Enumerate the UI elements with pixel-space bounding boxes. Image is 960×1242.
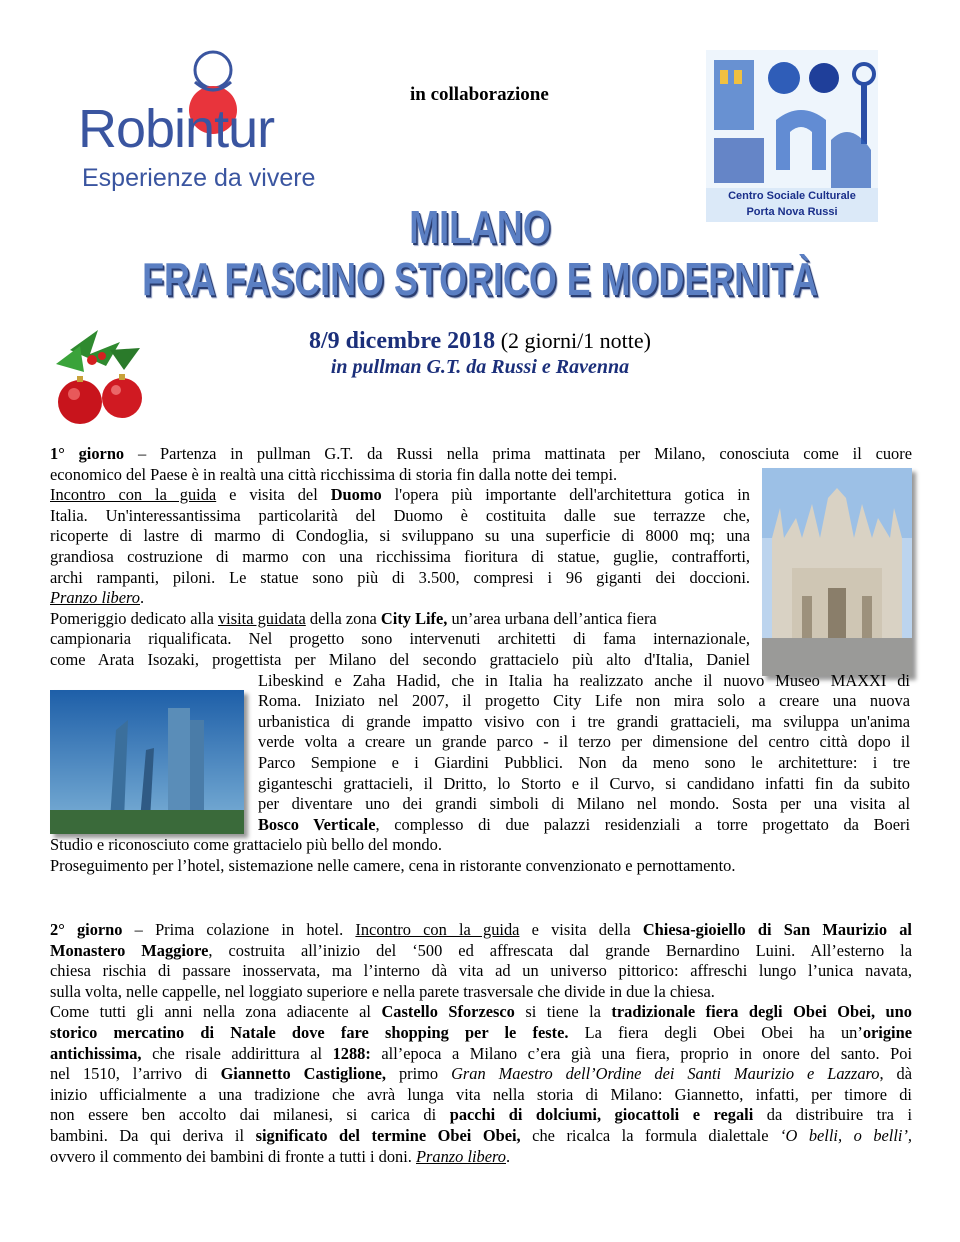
castiglione-label: Giannetto Castiglione, xyxy=(220,1064,387,1084)
day2-text: primo xyxy=(386,1064,452,1084)
day1-label: 1° giorno xyxy=(50,444,125,463)
gifts-label: pacchi di dolciumi, giocattoli e regali xyxy=(449,1105,754,1125)
day1-text: , complesso di due palazzi residenziali a torre progettato da Boeri xyxy=(375,814,910,834)
ancient-label: antichissima, xyxy=(50,1043,142,1063)
day1-line: verde volta a creare un grande parco - il terzo per dimensione del centro città dopo il xyxy=(258,732,910,752)
day2-text: bambini. Da qui deriva il xyxy=(50,1125,256,1145)
day2-line xyxy=(50,920,912,941)
day2-text: , dà xyxy=(879,1064,912,1084)
day1-text: – Partenza in pullman G.T. da Russi nella prima mattinata per Milano, conosciuta come il cuore xyxy=(124,444,912,463)
day1-line: Pranzo libero. xyxy=(50,588,145,608)
day1-section xyxy=(50,444,912,876)
day2-line xyxy=(50,1023,912,1044)
day1-line xyxy=(258,815,910,836)
day1-line: come Arata Isozaki, progettista per Milano del secondo grattacielo più alto d'Italia, Daniel xyxy=(50,649,750,669)
day1-line xyxy=(50,485,750,506)
title-city: MILANO xyxy=(409,201,551,253)
day2-section xyxy=(50,920,912,1167)
day2-text: e visita della xyxy=(519,920,643,939)
year-label: 1288: xyxy=(332,1043,371,1063)
trip-date: 8/9 dicembre 2018 xyxy=(308,328,496,354)
duomo-label: Duomo xyxy=(330,485,382,505)
day2-line: inizio ufficialmente a una tradizione che avrà lunga vita nella storia di Milano: Giannetto, infatti, per timore di xyxy=(50,1084,912,1104)
day1-line: grandiosa costruzione di marmo con una ricchissima fioritura di statue, guglie, contrafforti, xyxy=(50,546,750,566)
trip-dates xyxy=(0,328,960,355)
day1-line: Italia. Un'interessantissima particolarità del Duomo è costituita dalle sue terrazze che, xyxy=(50,505,750,525)
day2-line xyxy=(50,1002,912,1023)
day1-text: Pomeriggio dedicato alla xyxy=(50,608,218,628)
trip-duration: (2 giorni/1 notte) xyxy=(500,328,651,353)
day2-text: La fiera degli Obei Obei ha un’ xyxy=(568,1022,863,1042)
day2-line: ovvero il commento dei bambini di fronte a tutti i doni. Pranzo libero. xyxy=(50,1146,511,1166)
day2-line xyxy=(50,1064,912,1085)
day2-text: – Prima colazione in hotel. xyxy=(122,920,356,939)
day1-text: l'opera più importante dell'architettura gotica in xyxy=(381,485,750,505)
day2-text: nel 1510, l’arrivo di xyxy=(50,1064,221,1084)
day1-line: Roma. Iniziato nel 2007, il progetto City Life non mira solo a creare una nuova xyxy=(258,691,910,711)
order-title: Gran Maestro dell’Ordine dei Santi Maurizio e Lazzaro xyxy=(451,1064,880,1084)
partner-logo xyxy=(706,50,878,222)
day2-text: all’epoca a Milano c’era già una fiera, proprio in onore del santo. Poi xyxy=(370,1043,912,1063)
day1-line: urbanistica di grande impatto visivo con i tre grandi grattacieli, ma sviluppa un'anima xyxy=(258,711,910,731)
day1-line: Proseguimento per l’hotel, sistemazione nelle camere, cena in ristorante convenzionato e pernottamento. xyxy=(50,855,736,875)
guide-meeting-link: Incontro con la guida xyxy=(355,920,520,939)
citylife-label: City Life, xyxy=(380,608,448,628)
day2-text: ovvero il commento dei bambini di fronte a tutti i doni. xyxy=(50,1146,416,1166)
day1-line: giganteschi grattacieli, il Dritto, lo Storto e il Curvo, si candidano infatti fin da subito xyxy=(258,773,910,793)
brand-name: Robintur xyxy=(78,99,275,159)
day2-text: che ricalca la formula dialettale xyxy=(520,1125,781,1145)
day2-line: sulla volta, nelle cappelle, nel loggiato superiore e nella parete trasversale che divide in due la chiesa. xyxy=(50,981,715,1001)
robintur-logo xyxy=(78,48,338,192)
dialect-phrase: ‘O belli, o belli’, xyxy=(780,1125,912,1145)
day2-line xyxy=(50,1105,912,1126)
free-lunch-note: Pranzo libero xyxy=(416,1146,506,1166)
day1-line: ricoperte di lastre di marmo di Condoglia, si sviluppano su una superficie di 8000 mq; una xyxy=(50,526,750,546)
collaboration-label: in collaborazione xyxy=(410,84,549,105)
day2-text: non essere ben accolto dai milanesi, si carica di xyxy=(50,1105,450,1125)
day2-line xyxy=(50,1044,912,1065)
partner-name-line2: Porta Nova Russi xyxy=(746,206,838,218)
market-label: storico mercatino di Natale dove fare shopping per le feste. xyxy=(50,1022,569,1042)
day2-text: Come tutti gli anni nella zona adiacente al xyxy=(50,1002,382,1022)
monastery-label: Monastero Maggiore xyxy=(50,940,209,960)
title-subtitle: FRA FASCINO STORICO E MODERNITÀ xyxy=(142,253,818,305)
origin-label: origine xyxy=(862,1022,912,1042)
day1-line: economico del Paese è in realtà una città ricchissima di storia fin dalla notte dei tempi. xyxy=(50,464,618,484)
partner-name-line1: Centro Sociale Culturale xyxy=(728,190,856,202)
guided-visit-link: visita guidata xyxy=(217,608,306,628)
day2-line xyxy=(50,941,912,962)
day1-line xyxy=(50,609,912,630)
day2-text: da distribuire tra i xyxy=(753,1105,912,1125)
day2-text: si tiene la xyxy=(514,1002,612,1022)
castle-label: Castello Sforzesco xyxy=(381,1002,515,1022)
day1-line xyxy=(50,444,912,465)
day1-line: archi rampanti, piloni. Le statue sono più di 3.500, compresi i 96 giganti dei doccioni. xyxy=(50,567,750,587)
meaning-label: significato del termine Obei Obei, xyxy=(255,1125,521,1145)
day1-text: della zona xyxy=(305,608,381,628)
day1-line: Parco Sempione e i Giardini Pubblici. Non da meno sono le architetture: i tre xyxy=(258,752,910,772)
day2-line xyxy=(50,1126,912,1147)
day1-line: per diventare uno dei grandi simboli di Milano nel mondo. Sosta per una visita al xyxy=(258,794,910,814)
fair-label: tradizionale fiera degli Obei Obei, uno xyxy=(611,1002,912,1022)
free-lunch-note: Pranzo libero xyxy=(50,588,140,608)
day1-text: un’area urbana dell’antica fiera xyxy=(447,608,657,628)
day1-line: Studio e riconosciuto come grattacielo più bello del mondo. xyxy=(50,835,442,855)
day2-label: 2° giorno xyxy=(50,920,123,939)
day1-line: campionaria riqualificata. Nel progetto sono intervenuti architetti di fama internazionale, xyxy=(50,629,750,649)
day2-text: che risale addirittura al xyxy=(141,1043,333,1063)
brand-tagline: Esperienze da vivere xyxy=(82,164,316,192)
guide-meeting-link: Incontro con la guida xyxy=(50,485,217,505)
day1-line: Libeskind e Zaha Hadid, che in Italia ha realizzato anche il nuovo Museo MAXXI di xyxy=(258,670,910,690)
day1-text: e visita del xyxy=(216,485,331,505)
trip-transport: in pullman G.T. da Russi e Ravenna xyxy=(330,356,630,378)
church-label: Chiesa-gioiello di San Maurizio al xyxy=(642,920,912,939)
day2-line: chiesa rischia di passare inosservata, ma l’interno dà vita ad un universo pittorico: affreschi lungo l’unica navata, xyxy=(50,961,912,981)
day2-text: , costruita all’inizio del ‘500 ed affrescata dal grande Bernardino Luini. All’esterno la xyxy=(208,940,912,960)
bosco-verticale-label: Bosco Verticale xyxy=(258,814,376,834)
